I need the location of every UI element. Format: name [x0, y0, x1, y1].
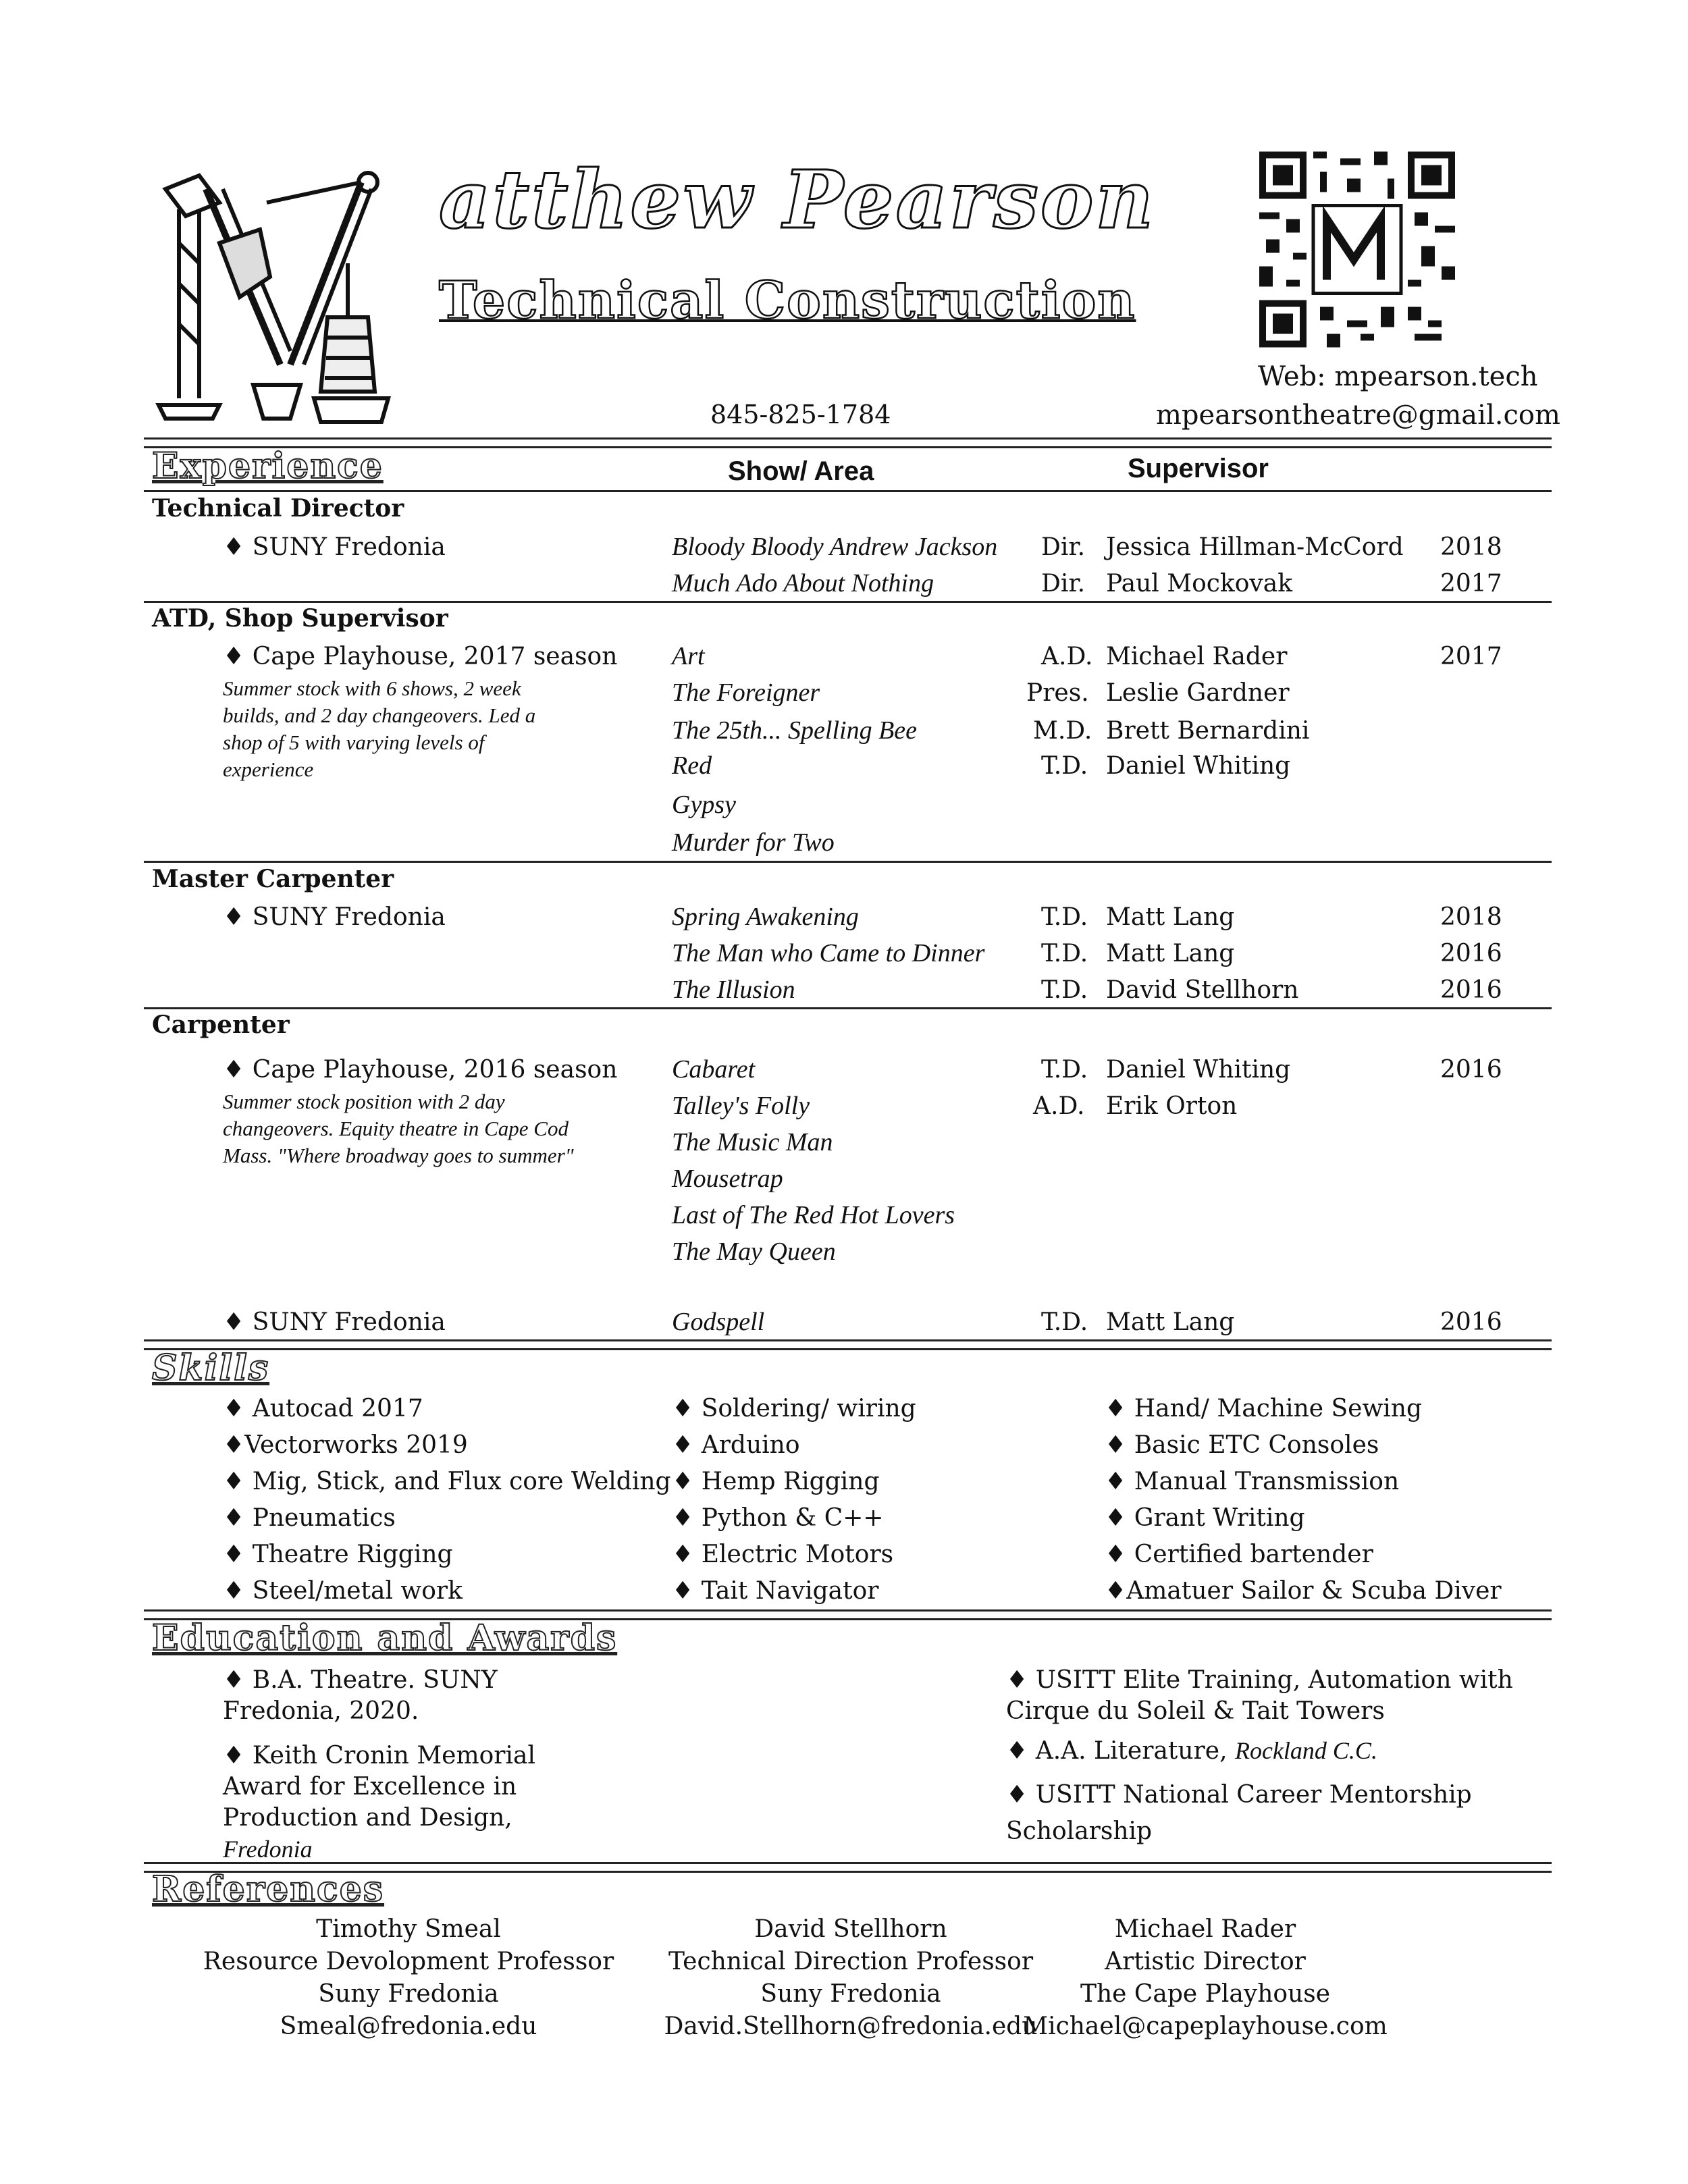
skill-item: ♦ Electric Motors	[672, 1541, 894, 1568]
supervisor-role: T.D.	[1041, 1308, 1088, 1336]
subtitle: Technical Construction	[439, 270, 1136, 330]
show: Gypsy	[672, 791, 736, 819]
skill-item: ♦ Steel/metal work	[223, 1577, 463, 1605]
skill-item: ♦Vectorworks 2019	[223, 1431, 468, 1459]
supervisor-role: T.D.	[1041, 903, 1088, 931]
role-title: Master Carpenter	[152, 865, 394, 893]
email-link[interactable]: mpearsontheatre@gmail.com	[1156, 400, 1560, 431]
supervisor-name: Jessica Hillman-McCord	[1106, 533, 1404, 561]
education-item-text: ♦ A.A. Literature,	[1006, 1737, 1235, 1765]
skill-item: ♦ Python & C++	[672, 1504, 884, 1532]
venue: ♦ SUNY Fredonia	[223, 533, 446, 561]
role-note: Summer stock with 6 shows, 2 week builds, and 2 day changeovers. Led a shop of 5 with varying levels of experience	[223, 676, 536, 781]
year: 2018	[1440, 533, 1502, 561]
experience-heading: Experience	[152, 446, 384, 487]
show: The Man who Came to Dinner	[672, 939, 985, 967]
reference-card	[645, 1913, 1057, 2043]
reference-name: Timothy Smeal	[316, 1915, 501, 1943]
education-item: ♦ USITT Elite Training, Automation with Cirque du Soleil & Tait Towers	[1006, 1666, 1513, 1725]
role-title: Technical Director	[152, 494, 404, 523]
references-heading: References	[152, 1869, 385, 1910]
reference-org: Suny Fredonia	[760, 1980, 941, 2008]
reference-title: Artistic Director	[1105, 1948, 1306, 1975]
year: 2016	[1440, 976, 1502, 1004]
skills-heading: Skills	[152, 1348, 270, 1389]
venue: ♦ SUNY Fredonia	[223, 1308, 446, 1336]
supervisor-name: Matt Lang	[1106, 940, 1235, 967]
divider	[144, 1007, 1552, 1009]
logo-initial: M	[145, 162, 147, 163]
skill-item: ♦ Manual Transmission	[1105, 1468, 1400, 1495]
show: Cabaret	[672, 1055, 756, 1084]
education-item: ♦ USITT National Career Mentorship Scholarship	[1006, 1781, 1472, 1845]
col-show-area: Show/ Area	[728, 456, 874, 486]
education-item-em: Rockland C.C.	[1234, 1737, 1377, 1764]
year: 2016	[1440, 1308, 1502, 1336]
supervisor-role: A.D.	[1033, 1092, 1085, 1120]
show: Art	[672, 642, 705, 670]
supervisor-name: Daniel Whiting	[1106, 752, 1291, 780]
supervisor-role: Dir.	[1041, 570, 1086, 597]
show: The Foreigner	[672, 678, 820, 707]
skill-item: ♦ Mig, Stick, and Flux core Welding	[223, 1468, 671, 1495]
supervisor-role: A.D.	[1041, 643, 1093, 670]
reference-email[interactable]: David.Stellhorn@fredonia.edu	[664, 2013, 1038, 2040]
venue: ♦ Cape Playhouse, 2017 season	[223, 643, 618, 670]
reference-title: Resource Devolopment Professor	[203, 1948, 614, 1975]
skill-item: ♦ Certified bartender	[1105, 1541, 1373, 1568]
qr-code-icon	[1259, 150, 1455, 349]
skill-item: ♦ Hand/ Machine Sewing	[1105, 1395, 1423, 1422]
skill-item: ♦Amatuer Sailor & Scuba Diver	[1105, 1577, 1502, 1605]
venue: ♦ SUNY Fredonia	[223, 903, 446, 931]
venue: ♦ Cape Playhouse, 2016 season	[223, 1056, 618, 1084]
supervisor-name: Paul Mockovak	[1106, 570, 1293, 597]
show: Talley's Folly	[672, 1092, 810, 1120]
show: The Illusion	[672, 976, 795, 1004]
divider	[144, 601, 1552, 603]
name-title: atthew Pearson	[439, 153, 1156, 246]
reference-org: Suny Fredonia	[318, 1980, 499, 2008]
crane-letter-m-logo	[145, 162, 429, 432]
supervisor-role: T.D.	[1041, 940, 1088, 967]
skill-item: ♦ Hemp Rigging	[672, 1468, 880, 1495]
show: The Music Man	[672, 1128, 833, 1156]
show: Much Ado About Nothing	[672, 569, 934, 597]
show: Mousetrap	[672, 1165, 783, 1193]
reference-card	[203, 1913, 614, 2043]
supervisor-role: T.D.	[1041, 1056, 1088, 1084]
supervisor-name: Erik Orton	[1106, 1092, 1238, 1120]
supervisor-name: Michael Rader	[1106, 643, 1288, 670]
reference-org: The Cape Playhouse	[1080, 1980, 1331, 2008]
role-title: Carpenter	[152, 1011, 290, 1039]
education-item: ♦ B.A. Theatre. SUNY Fredonia, 2020.	[223, 1666, 498, 1725]
supervisor-role: M.D.	[1033, 717, 1092, 745]
role-title: ATD, Shop Supervisor	[152, 604, 448, 633]
reference-email[interactable]: Smeal@fredonia.edu	[280, 2013, 537, 2040]
show: Last of The Red Hot Lovers	[672, 1201, 955, 1229]
show: Red	[672, 751, 712, 780]
web-link[interactable]: Web: mpearson.tech	[1258, 361, 1538, 392]
reference-title: Technical Direction Professor	[668, 1948, 1034, 1975]
show: The May Queen	[672, 1237, 836, 1266]
supervisor-role: Pres.	[1026, 679, 1089, 707]
show: Spring Awakening	[672, 903, 859, 931]
reference-name: Michael Rader	[1114, 1915, 1296, 1943]
skill-item: ♦ Grant Writing	[1105, 1504, 1305, 1532]
role-note: Summer stock position with 2 day changeovers. Equity theatre in Cape Cod Mass. "Where broadway goes to summer"	[223, 1090, 574, 1167]
divider	[144, 490, 1552, 492]
year: 2016	[1440, 1056, 1502, 1084]
phone: 845-825-1784	[710, 400, 891, 429]
col-supervisor: Supervisor	[1128, 454, 1269, 483]
reference-card	[999, 1913, 1411, 2043]
skill-item: ♦ Soldering/ wiring	[672, 1395, 916, 1422]
show: Bloody Bloody Andrew Jackson	[672, 533, 998, 561]
supervisor-name: Matt Lang	[1106, 903, 1235, 931]
education-item-em: Fredonia	[223, 1836, 313, 1863]
skill-item: ♦ Autocad 2017	[223, 1395, 423, 1422]
supervisor-role: T.D.	[1041, 976, 1088, 1004]
reference-email[interactable]: Michael@capeplayhouse.com	[1023, 2013, 1388, 2040]
education-item	[1006, 1736, 1377, 1765]
supervisor-role: T.D.	[1041, 752, 1088, 780]
education-item-text: ♦ Keith Cronin Memorial Award for Excellence in Production and Design,	[223, 1742, 535, 1832]
show: Murder for Two	[672, 828, 835, 857]
skill-item: ♦ Tait Navigator	[672, 1577, 879, 1605]
skill-item: ♦ Arduino	[672, 1431, 800, 1459]
supervisor-name: Leslie Gardner	[1106, 679, 1290, 707]
year: 2018	[1440, 903, 1502, 931]
year: 2016	[1440, 940, 1502, 967]
skill-item: ♦ Theatre Rigging	[223, 1541, 453, 1568]
skill-item: ♦ Basic ETC Consoles	[1105, 1431, 1379, 1459]
supervisor-role: Dir.	[1041, 533, 1086, 561]
year: 2017	[1440, 570, 1502, 597]
show: The 25th... Spelling Bee	[672, 716, 918, 745]
show: Godspell	[672, 1308, 765, 1336]
divider	[144, 1339, 1552, 1350]
divider	[144, 861, 1552, 863]
supervisor-name: Brett Bernardini	[1106, 717, 1310, 745]
education-item	[223, 1740, 601, 1865]
supervisor-name: Daniel Whiting	[1106, 1056, 1291, 1084]
education-heading: Education and Awards	[152, 1618, 618, 1659]
skill-item: ♦ Pneumatics	[223, 1504, 396, 1532]
year: 2017	[1440, 643, 1502, 670]
supervisor-name: David Stellhorn	[1106, 976, 1299, 1004]
reference-name: David Stellhorn	[754, 1915, 947, 1943]
supervisor-name: Matt Lang	[1106, 1308, 1235, 1336]
